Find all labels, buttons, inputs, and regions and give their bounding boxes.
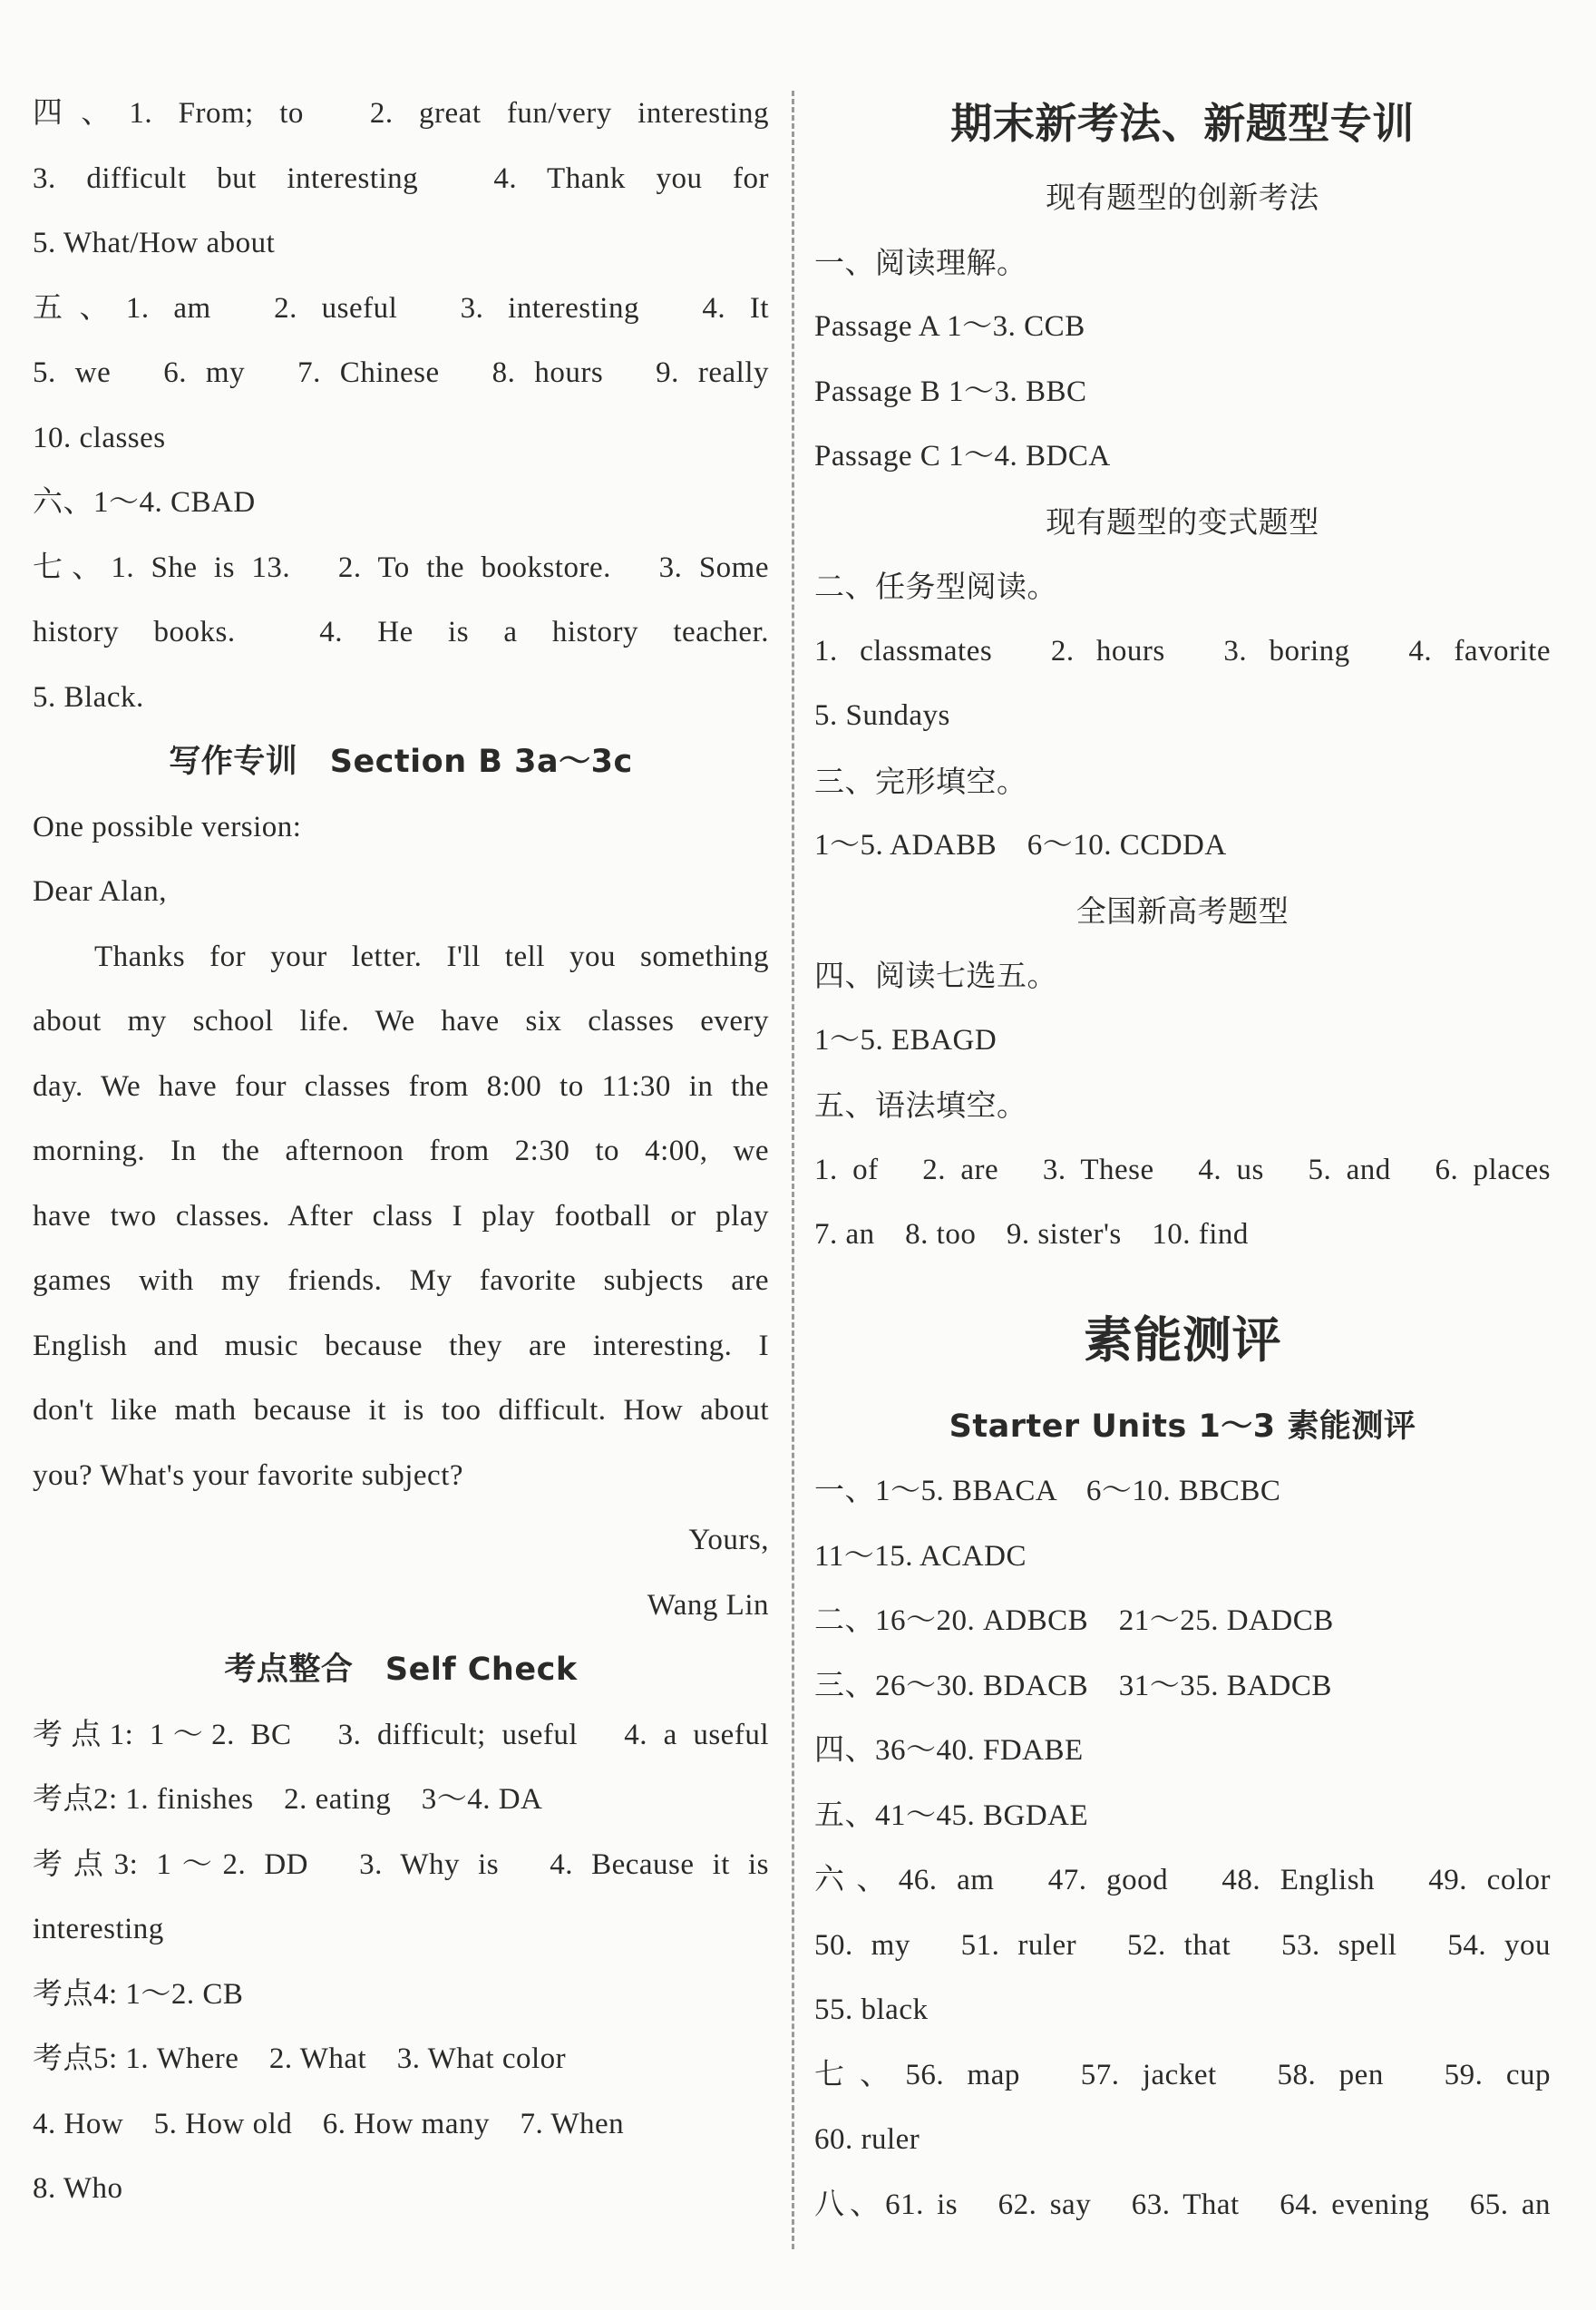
right-line-27: 50. my 51. ruler 52. that 53. spell 54. you <box>814 1928 1551 1962</box>
left-line-30: 考点5: 1. Where 2. What 3. What color <box>33 2042 567 2075</box>
left-line-25: 考点1: 1～2. BC 3. difficult; useful 4. a useful <box>33 1718 769 1751</box>
right-line-18: 素能测评 <box>1084 1311 1281 1369</box>
right-line-6: 现有题型的变式题型 <box>1046 503 1319 540</box>
left-line-6: 六、1～4. CBAD <box>33 486 256 519</box>
left-line-22: Yours, <box>688 1524 769 1556</box>
right-line-23: 三、26～30. BDACB 31～35. BADCB <box>814 1669 1332 1702</box>
left-line-31: 4. How 5. How old 6. How many 7. When <box>33 2107 625 2140</box>
right-line-22: 二、16～20. ADBCB 21～25. DADCB <box>814 1604 1334 1637</box>
right-line-5: Passage C 1～4. BDCA <box>814 440 1111 473</box>
right-line-21: 11～15. ACADC <box>814 1539 1027 1573</box>
right-line-17: 7. an 8. too 9. sister's 10. find <box>814 1218 1249 1251</box>
right-line-25: 五、41～45. BGDAE <box>814 1798 1089 1832</box>
left-line-26: 考点2: 1. finishes 2. eating 3～4. DA <box>33 1783 543 1816</box>
right-line-3: Passage A 1～3. CCB <box>814 310 1085 343</box>
right-line-20: 一、1～5. BBACA 6～10. BBCBC <box>814 1475 1281 1507</box>
right-line-10: 三、完形填空。 <box>814 763 1027 799</box>
left-line-24: 考点整合 Self Check <box>224 1652 578 1688</box>
left-line-8: history books. 4. He is a history teacher. <box>33 616 769 648</box>
left-line-23: Wang Lin <box>647 1588 769 1622</box>
right-line-8: 1. classmates 2. hours 3. boring 4. favorite <box>814 634 1551 668</box>
left-line-0: 四、1. From; to 2. great fun/very interesting <box>33 97 769 130</box>
left-line-20: don't like math because it is too difficult. How about <box>33 1394 769 1427</box>
left-line-3: 五、1. am 2. useful 3. interesting 4. It <box>33 291 769 325</box>
right-line-15: 五、语法填空。 <box>814 1087 1027 1123</box>
right-line-16: 1. of 2. are 3. These 4. us 5. and 6. places <box>814 1153 1551 1186</box>
left-line-17: have two classes. After class I play football or play <box>33 1199 769 1233</box>
left-line-15: day. We have four classes from 8:00 to 11:30 in the <box>33 1069 769 1103</box>
left-column <box>33 82 769 2222</box>
column-divider <box>792 91 794 2249</box>
right-line-7: 二、任务型阅读。 <box>814 569 1057 604</box>
right-line-1: 现有题型的创新考法 <box>1046 180 1319 215</box>
right-line-28: 55. black <box>814 1993 929 2026</box>
left-line-19: English and music because they are interesting. I <box>33 1329 769 1362</box>
left-line-18: games with my friends. My favorite subjects are <box>33 1264 769 1297</box>
right-column <box>814 82 1551 2237</box>
left-line-27: 考点3: 1～2. DD 3. Why is 4. Because it is <box>33 1847 769 1881</box>
right-line-9: 5. Sundays <box>814 699 950 732</box>
right-line-4: Passage B 1～3. BBC <box>814 375 1087 408</box>
left-line-9: 5. Black. <box>33 680 144 714</box>
right-line-2: 一、阅读理解。 <box>814 244 1027 280</box>
left-line-14: about my school life. We have six classes every <box>33 1005 769 1038</box>
right-line-11: 1～5. ADABB 6～10. CCDDA <box>814 829 1227 862</box>
left-line-1: 3. difficult but interesting 4. Thank you for <box>33 161 769 195</box>
left-line-13: Thanks for your letter. I'll tell you something <box>94 940 769 973</box>
right-line-0: 期末新考法、新题型专训 <box>950 99 1415 148</box>
right-line-13: 四、阅读七选五。 <box>814 958 1057 993</box>
right-line-12: 全国新高考题型 <box>1075 892 1289 929</box>
right-line-29: 七、56. map 57. jacket 58. pen 59. cup <box>814 2058 1551 2091</box>
right-line-30: 60. ruler <box>814 2123 920 2156</box>
left-line-10: 写作专训 Section B 3a～3c <box>169 744 633 780</box>
left-line-4: 5. we 6. my 7. Chinese 8. hours 9. really <box>33 356 769 389</box>
left-line-16: morning. In the afternoon from 2:30 to 4:00, we <box>33 1135 769 1167</box>
left-line-12: Dear Alan, <box>33 875 167 908</box>
right-line-26: 六、46. am 47. good 48. English 49. color <box>814 1864 1551 1896</box>
left-line-2: 5. What/How about <box>33 227 276 259</box>
left-line-11: One possible version: <box>33 810 302 843</box>
right-line-19: Starter Units 1～3 素能测评 <box>949 1408 1416 1445</box>
left-line-21: you? What's your favorite subject? <box>33 1458 464 1492</box>
left-line-7: 七、1. She is 13. 2. To the bookstore. 3. Some <box>33 551 769 584</box>
right-line-31: 八、61. is 62. say 63. That 64. evening 65. an <box>814 2188 1551 2221</box>
left-line-32: 8. Who <box>33 2172 123 2205</box>
left-line-5: 10. classes <box>33 421 166 454</box>
left-line-29: 考点4: 1～2. CB <box>33 1977 244 2011</box>
right-line-24: 四、36～40. FDABE <box>814 1734 1084 1767</box>
left-line-28: interesting <box>33 1913 164 1945</box>
right-line-14: 1～5. EBAGD <box>814 1023 998 1057</box>
